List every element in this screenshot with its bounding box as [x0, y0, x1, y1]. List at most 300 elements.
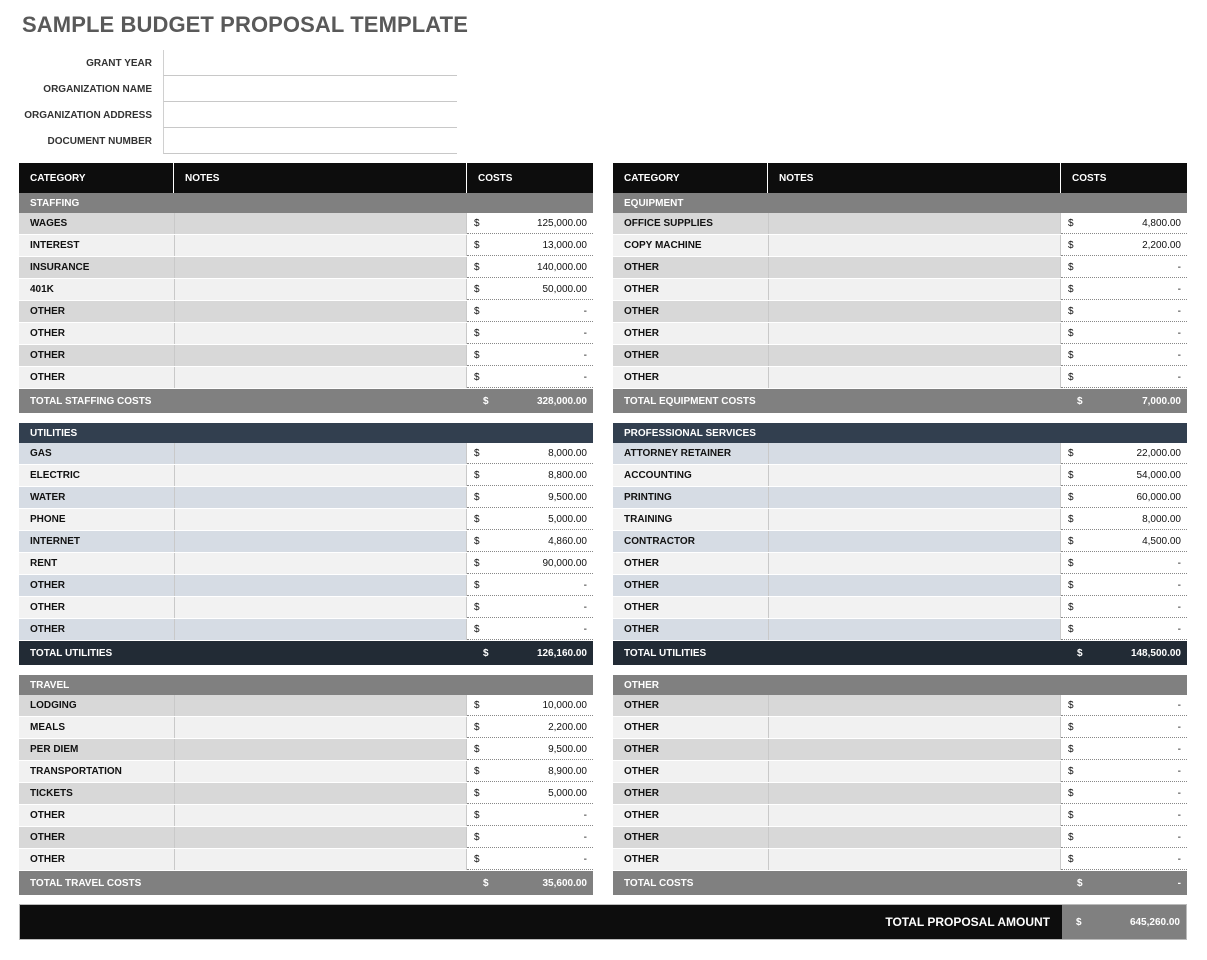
- cost-cell[interactable]: [467, 235, 593, 256]
- currency-symbol: $: [1077, 647, 1083, 659]
- category-cell: OFFICE SUPPLIES: [624, 218, 713, 229]
- cost-value: -: [1177, 283, 1181, 295]
- cost-cell[interactable]: [1061, 739, 1187, 760]
- category-cell: 401K: [30, 284, 54, 295]
- cost-value: -: [1177, 579, 1181, 591]
- category-cell: OTHER: [30, 832, 65, 843]
- cost-cell[interactable]: [467, 465, 593, 486]
- currency-symbol: $: [474, 535, 480, 547]
- notes-cell[interactable]: [174, 597, 467, 618]
- grand-total-cell: [1062, 905, 1186, 939]
- table-row: [613, 443, 1187, 465]
- cost-value: -: [1177, 261, 1181, 273]
- notes-cell[interactable]: [174, 257, 467, 278]
- currency-symbol: $: [474, 327, 480, 339]
- cost-cell[interactable]: [467, 827, 593, 848]
- currency-symbol: $: [474, 853, 480, 865]
- cost-value: 8,900.00: [548, 765, 587, 777]
- cost-cell[interactable]: [1061, 597, 1187, 618]
- cost-value: -: [583, 305, 587, 317]
- notes-cell[interactable]: [768, 301, 1061, 322]
- total-label: TOTAL STAFFING COSTS: [30, 395, 152, 407]
- cost-cell[interactable]: [467, 443, 593, 464]
- table-row: [19, 717, 593, 739]
- category-cell: INTEREST: [30, 240, 80, 251]
- notes-cell[interactable]: [174, 739, 467, 760]
- table-row: [19, 553, 593, 575]
- category-header: CATEGORY: [613, 163, 768, 193]
- cost-value: 8,800.00: [548, 469, 587, 481]
- cost-value: 5,000.00: [548, 513, 587, 525]
- grand-total-value: 645,260.00: [1129, 916, 1180, 928]
- grand-total-label: TOTAL PROPOSAL AMOUNT: [885, 915, 1050, 929]
- table-row: [613, 717, 1187, 739]
- currency-symbol: $: [1068, 765, 1074, 777]
- costs-header: COSTS: [1072, 172, 1107, 184]
- currency-symbol: $: [1068, 513, 1074, 525]
- table-row: [613, 531, 1187, 553]
- table-row: [613, 761, 1187, 783]
- category-cell: OTHER: [624, 744, 659, 755]
- table-header: [19, 163, 593, 193]
- notes-cell[interactable]: [174, 531, 467, 552]
- cost-cell[interactable]: [467, 739, 593, 760]
- cost-value: -: [1177, 601, 1181, 613]
- notes-cell[interactable]: [174, 235, 467, 256]
- cost-cell[interactable]: [1061, 761, 1187, 782]
- total-cell: [1061, 641, 1187, 665]
- cost-value: 22,000.00: [1136, 447, 1181, 459]
- category-cell: OTHER: [30, 580, 65, 591]
- category-cell: OTHER: [624, 722, 659, 733]
- category-cell: PRINTING: [624, 492, 672, 503]
- currency-symbol: $: [1077, 877, 1083, 889]
- currency-symbol: $: [1068, 853, 1074, 865]
- cost-value: 50,000.00: [542, 283, 587, 295]
- currency-symbol: $: [483, 877, 489, 889]
- cost-cell[interactable]: [1061, 301, 1187, 322]
- category-cell: OTHER: [624, 832, 659, 843]
- category-cell: ATTORNEY RETAINER: [624, 448, 732, 459]
- currency-symbol: $: [474, 743, 480, 755]
- table-row: [19, 235, 593, 257]
- category-cell: INSURANCE: [30, 262, 90, 273]
- total-row: [613, 871, 1187, 895]
- table-row: [613, 301, 1187, 323]
- total-row: [19, 871, 593, 895]
- cost-cell[interactable]: [1061, 465, 1187, 486]
- section-utilities: [19, 423, 593, 665]
- cost-value: 8,000.00: [1142, 513, 1181, 525]
- cost-value: 140,000.00: [536, 261, 587, 273]
- category-cell: OTHER: [624, 328, 659, 339]
- total-value: 35,600.00: [542, 877, 587, 889]
- grant-year-row: [20, 50, 457, 76]
- category-cell: OTHER: [624, 262, 659, 273]
- notes-cell[interactable]: [768, 695, 1061, 716]
- cost-value: -: [1177, 305, 1181, 317]
- table-row: [19, 443, 593, 465]
- currency-symbol: $: [474, 469, 480, 481]
- table-row: [19, 619, 593, 641]
- table-row: [19, 805, 593, 827]
- table-row: [613, 465, 1187, 487]
- cost-value: 9,500.00: [548, 491, 587, 503]
- notes-cell[interactable]: [174, 805, 467, 826]
- currency-symbol: $: [474, 217, 480, 229]
- notes-cell[interactable]: [768, 367, 1061, 388]
- category-cell: OTHER: [624, 854, 659, 865]
- cost-cell[interactable]: [467, 323, 593, 344]
- cost-value: 4,800.00: [1142, 217, 1181, 229]
- category-cell: OTHER: [30, 306, 65, 317]
- cost-value: -: [583, 371, 587, 383]
- total-value: -: [1177, 877, 1181, 889]
- cost-value: -: [1177, 787, 1181, 799]
- organization-name-field[interactable]: [163, 76, 457, 102]
- notes-cell[interactable]: [174, 213, 467, 234]
- cost-cell[interactable]: [1061, 235, 1187, 256]
- category-cell: ELECTRIC: [30, 470, 80, 481]
- cost-cell[interactable]: [1061, 367, 1187, 388]
- cost-cell[interactable]: [467, 805, 593, 826]
- category-cell: OTHER: [624, 766, 659, 777]
- cost-value: -: [1177, 699, 1181, 711]
- organization-name-row: [20, 76, 457, 102]
- notes-cell[interactable]: [768, 849, 1061, 870]
- notes-cell[interactable]: [174, 849, 467, 870]
- cost-cell[interactable]: [467, 575, 593, 596]
- notes-cell[interactable]: [768, 575, 1061, 596]
- table-row: [613, 257, 1187, 279]
- notes-cell[interactable]: [174, 301, 467, 322]
- currency-symbol: $: [474, 721, 480, 733]
- cost-cell[interactable]: [1061, 695, 1187, 716]
- currency-symbol: $: [1076, 916, 1082, 928]
- notes-cell[interactable]: [174, 553, 467, 574]
- cost-cell[interactable]: [1061, 575, 1187, 596]
- category-cell: GAS: [30, 448, 52, 459]
- notes-cell[interactable]: [174, 619, 467, 640]
- notes-cell[interactable]: [174, 783, 467, 804]
- cost-cell[interactable]: [467, 487, 593, 508]
- cost-value: -: [583, 853, 587, 865]
- cost-value: -: [1177, 853, 1181, 865]
- notes-cell[interactable]: [174, 695, 467, 716]
- category-header: CATEGORY: [19, 163, 174, 193]
- cost-cell[interactable]: [467, 367, 593, 388]
- notes-cell[interactable]: [768, 717, 1061, 738]
- total-row: [19, 389, 593, 413]
- currency-symbol: $: [474, 513, 480, 525]
- section-header: PROFESSIONAL SERVICES: [613, 423, 1187, 443]
- category-cell: OTHER: [30, 328, 65, 339]
- cost-cell[interactable]: [1061, 323, 1187, 344]
- currency-symbol: $: [474, 305, 480, 317]
- currency-symbol: $: [474, 447, 480, 459]
- currency-symbol: $: [1068, 579, 1074, 591]
- table-row: [613, 575, 1187, 597]
- notes-cell[interactable]: [768, 619, 1061, 640]
- cost-value: 2,200.00: [548, 721, 587, 733]
- cost-cell[interactable]: [1061, 213, 1187, 234]
- cost-cell[interactable]: [467, 761, 593, 782]
- category-cell: OTHER: [624, 602, 659, 613]
- notes-cell[interactable]: [768, 509, 1061, 530]
- cost-value: 10,000.00: [542, 699, 587, 711]
- table-row: [19, 257, 593, 279]
- section-professional-services: [613, 423, 1187, 665]
- notes-cell[interactable]: [768, 345, 1061, 366]
- cost-value: 125,000.00: [536, 217, 587, 229]
- notes-cell[interactable]: [768, 827, 1061, 848]
- notes-cell[interactable]: [174, 323, 467, 344]
- category-cell: OTHER: [624, 580, 659, 591]
- cost-cell[interactable]: [467, 783, 593, 804]
- currency-symbol: $: [474, 623, 480, 635]
- category-cell: OTHER: [30, 350, 65, 361]
- cost-cell[interactable]: [1061, 345, 1187, 366]
- document-number-field[interactable]: [163, 128, 457, 154]
- total-row: [19, 641, 593, 665]
- category-cell: LODGING: [30, 700, 77, 711]
- notes-cell[interactable]: [768, 739, 1061, 760]
- cost-cell[interactable]: [1061, 553, 1187, 574]
- notes-cell[interactable]: [768, 553, 1061, 574]
- currency-symbol: $: [1068, 349, 1074, 361]
- notes-cell[interactable]: [174, 761, 467, 782]
- notes-cell[interactable]: [174, 487, 467, 508]
- total-value: 328,000.00: [536, 395, 587, 407]
- cost-cell[interactable]: [467, 345, 593, 366]
- document-info: [20, 50, 457, 154]
- currency-symbol: $: [474, 371, 480, 383]
- table-row: [613, 619, 1187, 641]
- total-row: [613, 389, 1187, 413]
- cost-value: -: [1177, 809, 1181, 821]
- document-number-label: DOCUMENT NUMBER: [47, 135, 152, 147]
- notes-cell[interactable]: [174, 509, 467, 530]
- category-cell: WATER: [30, 492, 66, 503]
- cost-cell[interactable]: [1061, 443, 1187, 464]
- table-row: [19, 575, 593, 597]
- notes-cell[interactable]: [768, 783, 1061, 804]
- currency-symbol: $: [1068, 469, 1074, 481]
- cost-value: 8,000.00: [548, 447, 587, 459]
- total-value: 148,500.00: [1130, 647, 1181, 659]
- table-header: [613, 163, 1187, 193]
- currency-symbol: $: [1068, 809, 1074, 821]
- currency-symbol: $: [474, 491, 480, 503]
- category-cell: OTHER: [30, 810, 65, 821]
- notes-cell[interactable]: [768, 257, 1061, 278]
- section-other: [613, 675, 1187, 895]
- table-row: [613, 739, 1187, 761]
- currency-symbol: $: [1068, 623, 1074, 635]
- total-cell: [1061, 389, 1187, 413]
- notes-cell[interactable]: [174, 465, 467, 486]
- table-row: [19, 465, 593, 487]
- currency-symbol: $: [474, 787, 480, 799]
- category-cell: OTHER: [624, 372, 659, 383]
- cost-value: 90,000.00: [542, 557, 587, 569]
- section-header: UTILITIES: [19, 423, 593, 443]
- currency-symbol: $: [1068, 557, 1074, 569]
- table-row: [613, 367, 1187, 389]
- table-row: [19, 761, 593, 783]
- currency-symbol: $: [1068, 787, 1074, 799]
- cost-cell[interactable]: [467, 717, 593, 738]
- grant-year-field[interactable]: [163, 50, 457, 76]
- cost-value: -: [1177, 327, 1181, 339]
- currency-symbol: $: [474, 765, 480, 777]
- currency-symbol: $: [1068, 699, 1074, 711]
- notes-cell[interactable]: [768, 487, 1061, 508]
- budget-table-right: [613, 163, 1187, 895]
- cost-cell[interactable]: [467, 553, 593, 574]
- category-cell: OTHER: [624, 700, 659, 711]
- cost-cell[interactable]: [467, 619, 593, 640]
- cost-value: -: [583, 601, 587, 613]
- category-cell: PER DIEM: [30, 744, 79, 755]
- grant-year-label: GRANT YEAR: [86, 57, 152, 69]
- currency-symbol: $: [474, 349, 480, 361]
- cost-cell[interactable]: [467, 509, 593, 530]
- cost-value: -: [583, 809, 587, 821]
- notes-cell[interactable]: [174, 279, 467, 300]
- currency-symbol: $: [1068, 261, 1074, 273]
- cost-cell[interactable]: [467, 301, 593, 322]
- notes-cell[interactable]: [768, 805, 1061, 826]
- cost-cell[interactable]: [1061, 805, 1187, 826]
- cost-cell[interactable]: [1061, 279, 1187, 300]
- table-row: [19, 739, 593, 761]
- cost-value: -: [1177, 831, 1181, 843]
- cost-cell[interactable]: [1061, 717, 1187, 738]
- currency-symbol: $: [1068, 239, 1074, 251]
- cost-cell[interactable]: [1061, 827, 1187, 848]
- table-row: [19, 279, 593, 301]
- total-label: TOTAL UTILITIES: [30, 647, 113, 659]
- category-cell: CONTRACTOR: [624, 536, 695, 547]
- cost-cell[interactable]: [1061, 849, 1187, 870]
- notes-cell[interactable]: [174, 575, 467, 596]
- table-row: [613, 235, 1187, 257]
- table-row: [19, 301, 593, 323]
- category-cell: ACCOUNTING: [624, 470, 692, 481]
- table-row: [19, 597, 593, 619]
- cost-cell[interactable]: [1061, 619, 1187, 640]
- currency-symbol: $: [474, 831, 480, 843]
- organization-address-field[interactable]: [163, 102, 457, 128]
- cost-value: -: [1177, 623, 1181, 635]
- table-row: [19, 487, 593, 509]
- category-cell: OTHER: [30, 372, 65, 383]
- notes-cell[interactable]: [768, 761, 1061, 782]
- notes-header: NOTES: [768, 163, 1061, 193]
- cost-cell[interactable]: [467, 279, 593, 300]
- cost-cell[interactable]: [1061, 487, 1187, 508]
- cost-cell[interactable]: [467, 597, 593, 618]
- total-row: [613, 641, 1187, 665]
- notes-cell[interactable]: [768, 235, 1061, 256]
- notes-cell[interactable]: [768, 213, 1061, 234]
- grand-total-bar: [19, 904, 1187, 940]
- cost-value: 60,000.00: [1136, 491, 1181, 503]
- table-row: [19, 827, 593, 849]
- cost-cell[interactable]: [467, 695, 593, 716]
- table-row: [613, 849, 1187, 871]
- table-row: [19, 531, 593, 553]
- table-row: [613, 213, 1187, 235]
- cost-cell[interactable]: [1061, 509, 1187, 530]
- category-cell: OTHER: [624, 350, 659, 361]
- category-cell: PHONE: [30, 514, 66, 525]
- notes-cell[interactable]: [768, 597, 1061, 618]
- notes-cell[interactable]: [768, 531, 1061, 552]
- cost-cell[interactable]: [1061, 783, 1187, 804]
- table-row: [19, 213, 593, 235]
- cost-cell[interactable]: [467, 213, 593, 234]
- currency-symbol: $: [474, 579, 480, 591]
- cost-cell[interactable]: [467, 531, 593, 552]
- category-cell: OTHER: [624, 788, 659, 799]
- currency-symbol: $: [1068, 601, 1074, 613]
- notes-cell[interactable]: [768, 279, 1061, 300]
- page-title: SAMPLE BUDGET PROPOSAL TEMPLATE: [22, 12, 468, 37]
- notes-cell[interactable]: [768, 465, 1061, 486]
- category-cell: TRANSPORTATION: [30, 766, 122, 777]
- cost-value: -: [1177, 721, 1181, 733]
- cost-value: -: [1177, 371, 1181, 383]
- cost-value: -: [1177, 765, 1181, 777]
- cost-value: 5,000.00: [548, 787, 587, 799]
- notes-cell[interactable]: [174, 443, 467, 464]
- category-cell: OTHER: [624, 306, 659, 317]
- currency-symbol: $: [474, 239, 480, 251]
- currency-symbol: $: [474, 601, 480, 613]
- cost-value: 4,500.00: [1142, 535, 1181, 547]
- currency-symbol: $: [474, 809, 480, 821]
- notes-cell[interactable]: [174, 717, 467, 738]
- category-cell: TRAINING: [624, 514, 673, 525]
- cost-cell[interactable]: [1061, 257, 1187, 278]
- notes-cell[interactable]: [174, 827, 467, 848]
- notes-cell[interactable]: [174, 345, 467, 366]
- category-cell: RENT: [30, 558, 58, 569]
- cost-cell[interactable]: [467, 257, 593, 278]
- currency-symbol: $: [474, 557, 480, 569]
- currency-symbol: $: [1068, 447, 1074, 459]
- cost-value: 4,860.00: [548, 535, 587, 547]
- table-row: [19, 367, 593, 389]
- currency-symbol: $: [483, 395, 489, 407]
- cost-cell[interactable]: [1061, 531, 1187, 552]
- table-row: [613, 783, 1187, 805]
- cost-cell[interactable]: [467, 849, 593, 870]
- total-cell: [1061, 871, 1187, 895]
- cost-value: 9,500.00: [548, 743, 587, 755]
- notes-cell[interactable]: [174, 367, 467, 388]
- table-row: [19, 849, 593, 871]
- category-cell: OTHER: [624, 558, 659, 569]
- notes-cell[interactable]: [768, 443, 1061, 464]
- table-row: [613, 345, 1187, 367]
- section-header: EQUIPMENT: [613, 193, 1187, 213]
- notes-header: NOTES: [174, 163, 467, 193]
- cost-value: 13,000.00: [542, 239, 587, 251]
- notes-cell[interactable]: [768, 323, 1061, 344]
